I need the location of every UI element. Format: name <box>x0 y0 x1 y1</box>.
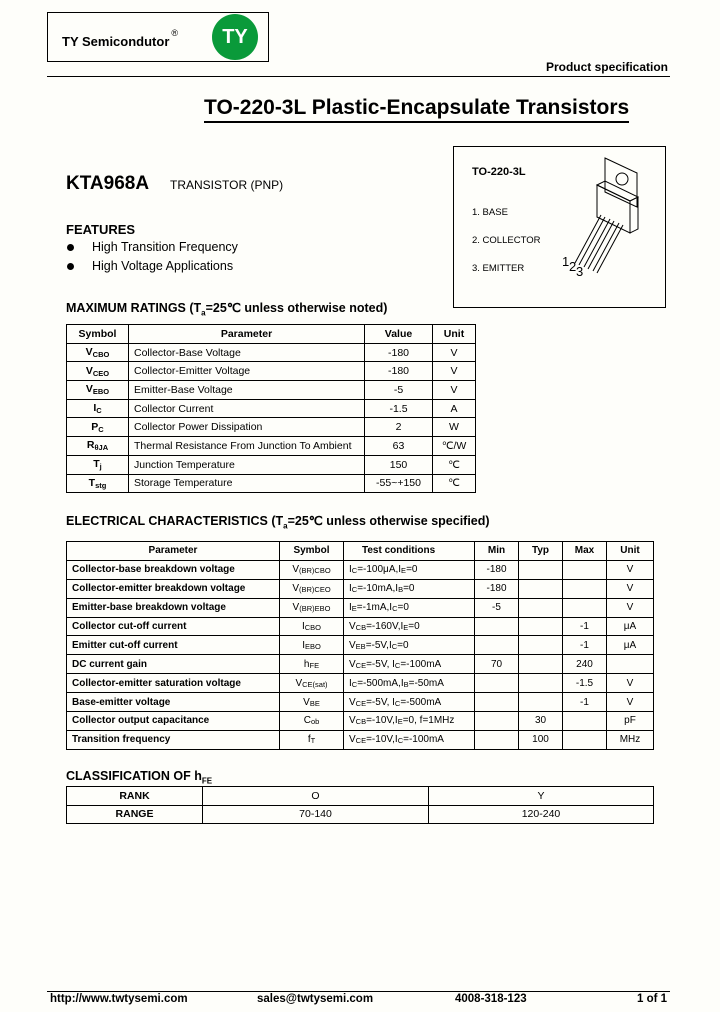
parameter-cell: DC current gain <box>67 655 280 674</box>
symbol-cell <box>67 381 129 400</box>
footer-email-link[interactable]: sales@twtysemi.com <box>257 993 374 1005</box>
table-row <box>67 362 476 381</box>
min-cell <box>475 693 519 712</box>
symbol-text: C <box>303 715 311 727</box>
column-header: Parameter <box>67 542 280 561</box>
table-row <box>67 381 476 400</box>
symbol-subscript: EBO <box>304 641 321 651</box>
parameter-cell: Storage Temperature <box>129 474 365 493</box>
parameter-cell: Junction Temperature <box>129 455 365 474</box>
pin-label: 3. EMITTER <box>472 263 525 274</box>
condition-cell: VCB=-10V,IE=0, f=1MHz <box>344 712 475 731</box>
table-row <box>67 418 476 437</box>
table-row <box>67 437 476 456</box>
typ-cell <box>519 693 563 712</box>
symbol-cell <box>280 693 344 712</box>
parameter-cell: Collector-base breakdown voltage <box>67 560 280 579</box>
symbol-cell <box>280 655 344 674</box>
condition-cell: VCE=-10V,IC=-100mA <box>344 730 475 749</box>
symbol-subscript: EBO <box>92 387 110 397</box>
table-row <box>67 636 654 655</box>
symbol-subscript: C <box>98 424 104 434</box>
value-cell: 63 <box>365 437 433 456</box>
feature-item: High Voltage Applications <box>66 259 233 273</box>
parameter-cell: Base-emitter voltage <box>67 693 280 712</box>
column-header: Min <box>475 542 519 561</box>
unit-cell: A <box>433 399 476 418</box>
parameter-cell: Transition frequency <box>67 730 280 749</box>
typ-cell <box>519 560 563 579</box>
typ-cell: 100 <box>519 730 563 749</box>
value-cell: -180 <box>365 343 433 362</box>
unit-cell: pF <box>607 712 654 731</box>
symbol-cell <box>280 712 344 731</box>
column-header: Value <box>365 325 433 344</box>
symbol-cell <box>67 455 129 474</box>
min-cell <box>475 636 519 655</box>
condition-cell: IC=-10mA,IB=0 <box>344 579 475 598</box>
unit-cell: V <box>433 362 476 381</box>
table-row <box>67 598 654 617</box>
unit-cell: μA <box>607 617 654 636</box>
part-number: KTA968A <box>66 173 150 194</box>
symbol-cell <box>67 399 129 418</box>
pin-number: 3 <box>576 264 584 279</box>
min-cell <box>475 617 519 636</box>
feature-item: High Transition Frequency <box>66 240 238 254</box>
max-ratings-heading: MAXIMUM RATINGS ($T_a=25℃$ unless otherwise noted) <box>66 301 388 318</box>
pin-label: 2. COLLECTOR <box>472 235 541 246</box>
symbol-subscript: (BR)CBO <box>299 566 331 576</box>
header-divider <box>47 76 670 77</box>
symbol-text: P <box>91 420 99 433</box>
product-specification-label: Product specification <box>545 60 668 74</box>
symbol-subscript: CBO <box>304 623 322 632</box>
symbol-text: V <box>85 346 93 359</box>
symbol-cell <box>280 560 344 579</box>
parameter-cell: Collector cut-off current <box>67 617 280 636</box>
max-cell <box>563 712 607 731</box>
typ-cell: 30 <box>519 712 563 731</box>
table-row <box>67 712 654 731</box>
unit-cell: V <box>433 381 476 400</box>
column-header: Max <box>563 542 607 561</box>
parameter-cell: Emitter-base breakdown voltage <box>67 598 280 617</box>
unit-cell <box>607 655 654 674</box>
symbol-subscript: FE <box>309 660 320 670</box>
condition-cell: VCE=-5V, IC=-100mA <box>344 655 475 674</box>
symbol-text: V <box>303 696 310 708</box>
unit-cell: V <box>607 693 654 712</box>
table-header-row <box>67 542 654 561</box>
condition-cell: IE=-1mA,IC=0 <box>344 598 475 617</box>
symbol-subscript: CEO <box>92 368 110 378</box>
unit-cell: μA <box>607 636 654 655</box>
symbol-subscript: CBO <box>92 350 110 360</box>
part-type: TRANSISTOR (PNP) <box>170 178 284 192</box>
symbol-subscript: (BR)EBO <box>299 604 331 614</box>
unit-cell: ℃ <box>433 474 476 493</box>
symbol-cell <box>67 343 129 362</box>
table-header-row <box>67 325 476 344</box>
symbol-subscript: stg <box>95 480 107 490</box>
parameter-cell: Collector-emitter saturation voltage <box>67 674 280 693</box>
electrical-table <box>66 541 654 750</box>
table-row <box>67 655 654 674</box>
max-cell <box>563 730 607 749</box>
footer-page-number: 1 of 1 <box>637 993 668 1005</box>
condition-cell: VCE=-5V, IC=-500mA <box>344 693 475 712</box>
registered-mark: ® <box>171 28 179 38</box>
parameter-cell: Emitter cut-off current <box>67 636 280 655</box>
max-cell: -1 <box>563 693 607 712</box>
value-cell: -1.5 <box>365 399 433 418</box>
column-header: Symbol <box>280 542 344 561</box>
symbol-text: V <box>292 564 299 576</box>
symbol-text: f <box>307 734 311 746</box>
symbol-text: I <box>93 402 97 415</box>
column-header: Typ <box>519 542 563 561</box>
table-row <box>67 474 476 493</box>
typ-cell <box>519 617 563 636</box>
package-title: TO-220-3L <box>472 166 526 178</box>
symbol-text: V <box>292 583 299 595</box>
footer-website-link[interactable]: http://www.twtysemi.com <box>50 993 188 1005</box>
table-row <box>67 693 654 712</box>
symbol-cell <box>67 437 129 456</box>
symbol-text: I <box>302 639 305 651</box>
ty-logo-icon: TY <box>212 14 258 60</box>
value-cell: -5 <box>365 381 433 400</box>
symbol-subscript: T <box>310 736 316 746</box>
column-header: Unit <box>607 542 654 561</box>
symbol-subscript: j <box>99 462 102 472</box>
table-cell: 70-140 <box>203 805 429 824</box>
max-cell <box>563 598 607 617</box>
unit-cell: V <box>607 674 654 693</box>
parameter-cell: Emitter-Base Voltage <box>129 381 365 400</box>
min-cell: -5 <box>475 598 519 617</box>
footer-phone: 4008-318-123 <box>455 993 527 1005</box>
symbol-cell <box>280 730 344 749</box>
company-name: TY Semicondutor® <box>62 28 179 49</box>
min-cell: -180 <box>475 579 519 598</box>
typ-cell <box>519 579 563 598</box>
table-row <box>67 674 654 693</box>
symbol-subscript: ob <box>310 717 320 727</box>
electrical-heading: ELECTRICAL CHARACTERISTICS ($T_a=25℃$ unless otherwise specified) <box>66 514 490 531</box>
typ-cell <box>519 674 563 693</box>
table-row <box>67 399 476 418</box>
typ-cell <box>519 655 563 674</box>
bullet-icon <box>67 244 74 251</box>
max-ratings-table <box>66 324 476 493</box>
table-cell: RANK <box>67 787 203 806</box>
unit-cell: W <box>433 418 476 437</box>
unit-cell: ℃ <box>433 455 476 474</box>
table-row <box>67 560 654 579</box>
symbol-cell <box>280 636 344 655</box>
pin-label: 1. BASE <box>472 207 508 218</box>
symbol-subscript: C <box>96 406 102 416</box>
unit-cell: V <box>607 598 654 617</box>
symbol-cell <box>67 418 129 437</box>
typ-cell <box>519 598 563 617</box>
symbol-text: V <box>292 602 300 614</box>
table-row <box>67 617 654 636</box>
table-row <box>67 805 654 824</box>
symbol-cell <box>67 362 129 381</box>
max-cell: -1 <box>563 636 607 655</box>
symbol-text: V <box>295 677 303 689</box>
parameter-cell: Collector-emitter breakdown voltage <box>67 579 280 598</box>
value-cell: -180 <box>365 362 433 381</box>
min-cell <box>475 712 519 731</box>
table-cell: 120-240 <box>429 805 654 824</box>
symbol-text: h <box>303 658 310 670</box>
column-header: Symbol <box>67 325 129 344</box>
column-header: Unit <box>433 325 476 344</box>
max-cell <box>563 579 607 598</box>
symbol-text: T <box>93 458 100 471</box>
symbol-cell <box>280 579 344 598</box>
value-cell: -55~+150 <box>365 474 433 493</box>
condition-cell: VEB=-5V,IC=0 <box>344 636 475 655</box>
column-header: Parameter <box>129 325 365 344</box>
features-heading: FEATURES <box>66 222 136 237</box>
condition-cell: IC=-500mA,IB=-50mA <box>344 674 475 693</box>
max-cell: -1.5 <box>563 674 607 693</box>
symbol-text: T <box>88 476 96 489</box>
parameter-cell: Thermal Resistance From Junction To Ambient <box>129 437 365 456</box>
table-row <box>67 579 654 598</box>
parameter-cell: Collector output capacitance <box>67 712 280 731</box>
table-cell: O <box>203 787 429 806</box>
footer-divider <box>47 991 670 992</box>
symbol-cell <box>280 598 344 617</box>
min-cell <box>475 674 519 693</box>
table-cell: RANGE <box>67 805 203 824</box>
unit-cell: ℃/W <box>433 437 476 456</box>
condition-cell: IC=-100μA,IE=0 <box>344 560 475 579</box>
symbol-subscript: CE(sat) <box>302 679 328 689</box>
table-row <box>67 787 654 806</box>
unit-cell: V <box>433 343 476 362</box>
parameter-cell: Collector-Base Voltage <box>129 343 365 362</box>
table-row <box>67 343 476 362</box>
max-cell <box>563 560 607 579</box>
symbol-subscript: (BR)CEO <box>299 585 331 595</box>
unit-cell: MHz <box>607 730 654 749</box>
max-cell: 240 <box>563 655 607 674</box>
min-cell: 70 <box>475 655 519 674</box>
condition-cell: VCB=-160V,IE=0 <box>344 617 475 636</box>
table-row <box>67 730 654 749</box>
value-cell: 150 <box>365 455 433 474</box>
parameter-cell: Collector Current <box>129 399 365 418</box>
value-cell: 2 <box>365 418 433 437</box>
table-row <box>67 455 476 474</box>
column-header: Test conditions <box>344 542 475 561</box>
classification-table <box>66 786 654 824</box>
max-cell: -1 <box>563 617 607 636</box>
symbol-text: V <box>85 383 93 396</box>
typ-cell <box>519 636 563 655</box>
unit-cell: V <box>607 579 654 598</box>
pin-number: 2 <box>569 259 577 274</box>
parameter-cell: Collector-Emitter Voltage <box>129 362 365 381</box>
symbol-cell <box>280 617 344 636</box>
min-cell: -180 <box>475 560 519 579</box>
unit-cell: V <box>607 560 654 579</box>
symbol-cell <box>280 674 344 693</box>
min-cell <box>475 730 519 749</box>
symbol-subscript: BE <box>309 698 320 708</box>
symbol-text: I <box>301 621 305 632</box>
parameter-cell: Collector Power Dissipation <box>129 418 365 437</box>
symbol-text: V <box>85 364 93 377</box>
symbol-text: R <box>86 439 95 452</box>
classification-heading: CLASSIFICATION OF $h_{FE}$ <box>66 769 213 786</box>
page-title: TO-220-3L Plastic-Encapsulate Transistors <box>204 96 629 123</box>
bullet-icon <box>67 263 74 270</box>
table-cell: Y <box>429 787 654 806</box>
symbol-cell <box>67 474 129 493</box>
pin-number: 1 <box>562 254 570 269</box>
symbol-subscript: θJA <box>94 443 109 453</box>
